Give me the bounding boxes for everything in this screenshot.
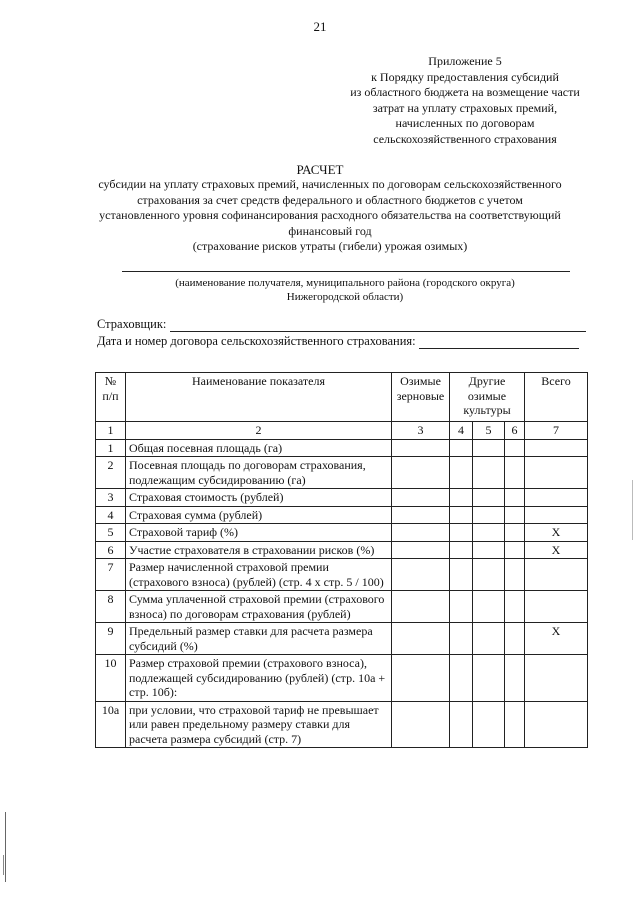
cell-other-4[interactable] [450,457,473,489]
scan-margin-mark [3,855,4,875]
cell-other-4[interactable] [450,623,473,655]
scan-margin-mark [5,812,6,882]
row-num: 10а [96,701,126,748]
cell-other-5[interactable] [473,489,505,507]
row-num: 10 [96,655,126,702]
cell-other-5[interactable] [473,439,505,457]
cell-total[interactable] [525,506,588,524]
cell-other-5[interactable] [473,506,505,524]
cell-other-5[interactable] [473,524,505,542]
insurer-field [97,317,586,332]
row-name: при условии, что страховой тариф не превышает или равен предельному размеру ставки для расчета размера субсидий (стр. 7) [126,701,392,748]
header-other: Другие озимые культуры [450,373,525,422]
subtitle-line: финансовый год [288,223,372,238]
index-cell: 2 [126,422,392,440]
index-cell: 4 [450,422,473,440]
cell-other-4[interactable] [450,541,473,559]
table-header-row [96,373,588,422]
calculation-table [95,372,588,748]
table-row [96,559,588,591]
table-row [96,591,588,623]
row-name: Предельный размер ставки для расчета размера субсидий (%) [126,623,392,655]
cell-other-6[interactable] [505,506,525,524]
recipient-caption-line: Нижегородской области) [286,291,404,303]
cell-other-6[interactable] [505,489,525,507]
cell-grain[interactable] [392,655,450,702]
row-name: Сумма уплаченной страховой премии (страхового взноса) по договорам страхования (рублей) [126,591,392,623]
cell-other-4[interactable] [450,655,473,702]
appendix-line: начисленных по договорам [395,116,535,130]
cell-total[interactable] [525,591,588,623]
cell-grain[interactable] [392,623,450,655]
table-row [96,489,588,507]
cell-other-5[interactable] [473,655,505,702]
table-row [96,623,588,655]
table-row [96,541,588,559]
cell-total[interactable]: X [525,623,588,655]
cell-other-6[interactable] [505,655,525,702]
cell-grain[interactable] [392,701,450,748]
row-num: 7 [96,559,126,591]
cell-total[interactable] [525,489,588,507]
appendix-line: затрат на уплату страховых премий, [372,100,558,115]
header-name: Наименование показателя [126,373,392,422]
appendix-line: из областного бюджета на возмещение части [350,85,580,99]
cell-other-4[interactable] [450,489,473,507]
recipient-caption-line: (наименование получателя, муниципального района (городского округа) [175,277,515,289]
row-num: 8 [96,591,126,623]
cell-other-6[interactable] [505,591,525,623]
recipient-blank-line[interactable] [122,271,570,272]
cell-grain[interactable] [392,439,450,457]
recipient-caption [80,276,610,304]
table-row [96,524,588,542]
cell-total[interactable]: X [525,524,588,542]
cell-other-6[interactable] [505,524,525,542]
table-row [96,457,588,489]
cell-other-4[interactable] [450,524,473,542]
cell-other-6[interactable] [505,541,525,559]
row-num: 4 [96,506,126,524]
cell-other-6[interactable] [505,701,525,748]
cell-other-6[interactable] [505,439,525,457]
row-num: 9 [96,623,126,655]
header-total: Всего [525,373,588,422]
cell-grain[interactable] [392,457,450,489]
page-number: 21 [313,19,327,34]
cell-grain[interactable] [392,591,450,623]
cell-other-6[interactable] [505,457,525,489]
row-num: 5 [96,524,126,542]
table-row [96,655,588,702]
index-cell: 3 [392,422,450,440]
row-num: 2 [96,457,126,489]
cell-grain[interactable] [392,541,450,559]
insurer-label: Страховщик: [97,317,167,331]
header-grain: Озимые зерновые [392,373,450,422]
index-cell: 6 [505,422,525,440]
cell-other-5[interactable] [473,559,505,591]
row-num: 3 [96,489,126,507]
cell-other-6[interactable] [505,623,525,655]
table-row [96,439,588,457]
cell-grain[interactable] [392,524,450,542]
scan-margin-mark [632,480,633,540]
cell-other-5[interactable] [473,541,505,559]
appendix-line: сельскохозяйственного страхования [373,131,557,146]
cell-other-5[interactable] [473,591,505,623]
cell-other-4[interactable] [450,439,473,457]
cell-other-4[interactable] [450,591,473,623]
index-cell: 5 [473,422,505,440]
appendix-line: Приложение 5 [428,54,502,68]
subtitle-line: (страхование рисков утраты (гибели) урожая озимых) [192,239,468,253]
appendix-heading [330,54,600,147]
subtitle-line: субсидии на уплату страховых премий, начисленных по договорам сельскохозяйственного [98,177,562,191]
contract-label: Дата и номер договора сельскохозяйственного страхования: [97,334,416,348]
cell-other-4[interactable] [450,506,473,524]
cell-other-4[interactable] [450,701,473,748]
row-name: Посевная площадь по договорам страхования, подлежащим субсидированию (га) [126,457,392,489]
row-name: Размер начисленной страховой премии (страхового взноса) (рублей) (стр. 4 x стр. 5 / 100) [126,559,392,591]
table-row [96,701,588,748]
row-num: 6 [96,541,126,559]
row-name: Страховая стоимость (рублей) [126,489,392,507]
document-subtitle [60,177,600,255]
cell-grain[interactable] [392,559,450,591]
cell-total[interactable] [525,559,588,591]
contract-blank[interactable] [419,348,579,349]
row-name: Страховой тариф (%) [126,524,392,542]
subtitle-line: установленного уровня софинансирования расходного обязательства на соответствующий [99,208,561,222]
cell-total[interactable]: X [525,541,588,559]
cell-total[interactable] [525,701,588,748]
cell-other-6[interactable] [505,559,525,591]
cell-other-5[interactable] [473,457,505,489]
table-row [96,506,588,524]
row-name: Размер страховой премии (страхового взноса), подлежащей субсидированию (рублей) (стр. 10а + стр. 10б): [126,655,392,702]
appendix-line: к Порядку предоставления субсидий [371,69,559,84]
row-num: 1 [96,439,126,457]
contract-field [97,334,579,349]
cell-other-5[interactable] [473,623,505,655]
cell-grain[interactable] [392,506,450,524]
insurer-blank[interactable] [170,331,586,332]
subtitle-line: страхования за счет средств федерального и областного бюджетов с учетом [137,192,523,207]
cell-total[interactable] [525,439,588,457]
table-index-row [96,422,588,440]
cell-other-4[interactable] [450,559,473,591]
index-cell: 7 [525,422,588,440]
cell-total[interactable] [525,655,588,702]
cell-total[interactable] [525,457,588,489]
header-num: № п/п [96,373,126,422]
cell-other-5[interactable] [473,701,505,748]
row-name: Страховая сумма (рублей) [126,506,392,524]
index-cell: 1 [96,422,126,440]
row-name: Участие страхователя в страховании рисков (%) [126,541,392,559]
cell-grain[interactable] [392,489,450,507]
document-title: РАСЧЕТ [296,162,344,177]
row-name: Общая посевная площадь (га) [126,439,392,457]
